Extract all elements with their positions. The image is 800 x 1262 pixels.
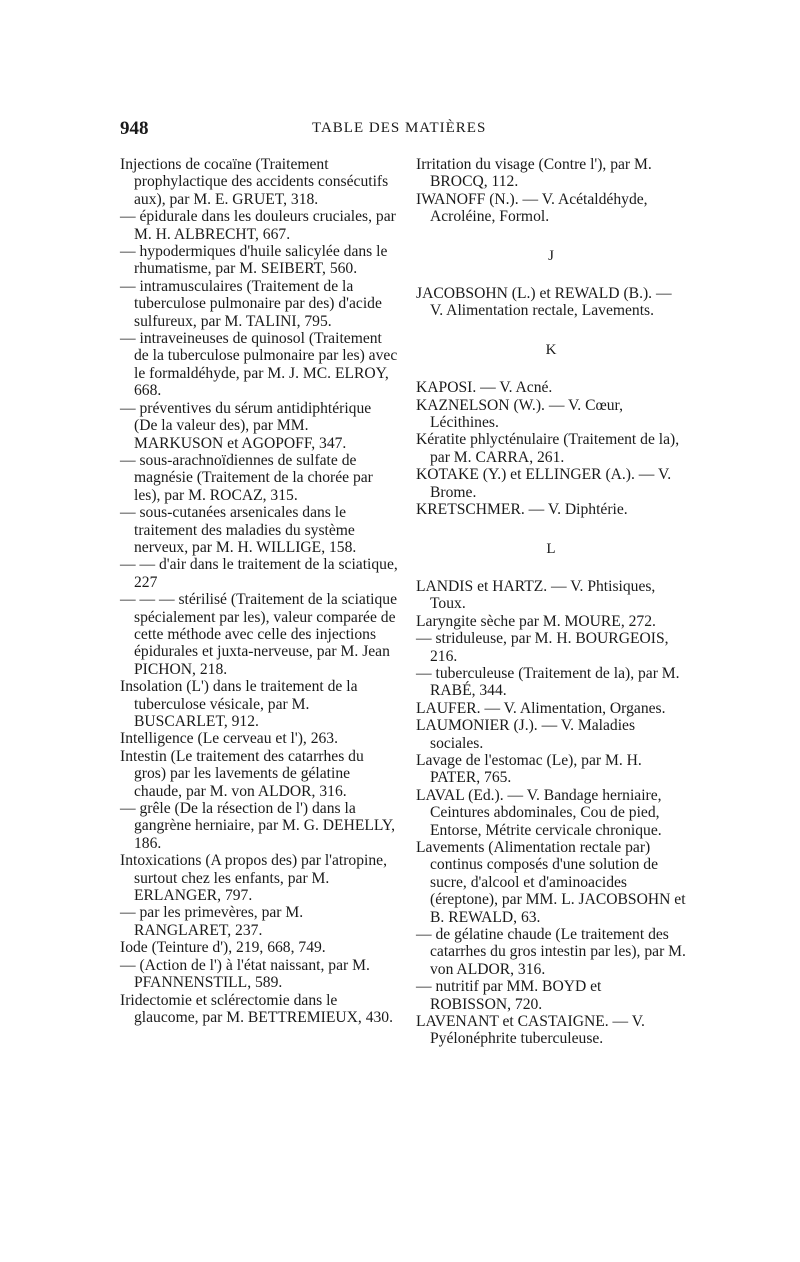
index-entry: LAVENANT et CASTAIGNE. — V. Pyélonéphrite tuberculeuse. (416, 1013, 645, 1048)
index-entry: — hypodermiques d'huile salicylée dans le rhumatisme, par M. SEIBERT, 560. (120, 243, 388, 278)
index-entry: Iridectomie et sclérectomie dans le glaucome, par M. BETTREMIEUX, 430. (120, 991, 393, 1026)
index-entry: — grêle (De la résection de l') dans la gangrène herniaire, par M. G. DEHELLY, 186. (120, 800, 395, 852)
page-number: 948 (120, 118, 149, 139)
index-entry: Lavements (Alimentation rectale par) continus composés d'une solution de sucre, d'alcool et d'aminoacides (éreptone), par MM. L. JACOBSOHN et B. REWALD, 63. (416, 839, 686, 926)
index-entry: — tuberculeuse (Traitement de la), par M. RABÉ, 344. (416, 664, 680, 700)
index-entry: — nutritif par MM. BOYD et ROBISSON, 720. (416, 978, 602, 1013)
index-entry: LAUMONIER (J.). — V. Maladies sociales. (416, 717, 636, 752)
index-entry: KAPOSI. — V. Acné. (416, 379, 553, 397)
index-entry: — — d'air dans le traitement de la sciatique, 227 (120, 556, 398, 591)
left-column (120, 156, 398, 1026)
index-entry: — de gélatine chaude (Le traitement des catarrhes du gros intestin par les), par M. von ALDOR, 316. (416, 926, 686, 978)
index-entry: LANDIS et HARTZ. — V. Phtisiques, Toux. (416, 577, 656, 613)
index-entry: LAUFER. — V. Alimentation, Organes. (416, 699, 666, 717)
section-letter-k: K (545, 341, 557, 358)
index-entry: JACOBSOHN (L.) et REWALD (B.). — V. Alimentation rectale, Lavements. (416, 285, 672, 320)
index-entry: — (Action de l') à l'état naissant, par M. PFANNENSTILL, 589. (120, 956, 370, 992)
index-entry: KOTAKE (Y.) et ELLINGER (A.). — V. Brome. (416, 466, 672, 501)
index-entry: IWANOFF (N.). — V. Acétaldéhyde, Acroléine, Formol. (416, 190, 648, 226)
right-column (416, 156, 686, 1048)
index-entry: KAZNELSON (W.). — V. Cœur, Lécithines. (416, 396, 624, 432)
index-entry: Injections de cocaïne (Traitement prophylactique des accidents consécutifs aux), par M. E. GRUET, 318. (120, 156, 389, 208)
index-entry: Iode (Teinture d'), 219, 668, 749. (120, 939, 326, 957)
index-entry: — — — stérilisé (Traitement de la sciatique spécialement par les), valeur comparée de cette méthode avec celle des injections épidurales et juxta-nerveuse, par M. Jean PICHON, 218. (120, 591, 398, 678)
index-entry: Irritation du visage (Contre l'), par M. BROCQ, 112. (416, 156, 652, 191)
index-entry: Laryngite sèche par M. MOURE, 272. (416, 612, 656, 630)
index-entry: — intraveineuses de quinosol (Traitement de la tuberculose pulmonaire par les) avec le formaldéhyde, par M. J. MC. ELROY, 668. (120, 330, 398, 400)
index-entry: — sous-cutanées arsenicales dans le traitement des maladies du système nerveux, par M. H. WILLIGE, 158. (120, 504, 357, 556)
section-letter-j: J (548, 247, 554, 264)
index-entry: Kératite phlycténulaire (Traitement de la), par M. CARRA, 261. (416, 431, 680, 466)
index-entry: Insolation (L') dans le traitement de la tuberculose vésicale, par M. BUSCARLET, 912. (120, 678, 358, 730)
index-entry: — préventives du sérum antidiphtérique (De la valeur des), par MM. MARKUSON et AGOPOFF, 347. (120, 399, 372, 452)
index-entry: Intestin (Le traitement des catarrhes du gros) par les lavements de gélatine chaude, par M. von ALDOR, 316. (120, 747, 364, 800)
running-header (0, 118, 800, 142)
index-entry: — striduleuse, par M. H. BOURGEOIS, 216. (416, 630, 669, 665)
index-entry: LAVAL (Ed.). — V. Bandage herniaire, Ceintures abdominales, Cou de pied, Entorse, Métrite cervicale chronique. (416, 786, 662, 839)
index-entry: — épidurale dans les douleurs cruciales, par M. H. ALBRECHT, 667. (120, 208, 396, 243)
section-letter-l: L (546, 540, 556, 557)
running-title: TABLE DES MATIÈRES (312, 120, 487, 136)
index-entry: Lavage de l'estomac (Le), par M. H. PATER, 765. (416, 751, 642, 787)
index-entry: — par les primevères, par M. RANGLARET, 237. (120, 904, 304, 939)
index-entry: Intoxications (A propos des) par l'atropine, surtout chez les enfants, par M. ERLANGER, 797. (120, 852, 387, 905)
index-entry: Intelligence (Le cerveau et l'), 263. (120, 730, 338, 748)
index-entry: — intramusculaires (Traitement de la tuberculose pulmonaire par des) d'acide sulfureux, par M. TALINI, 795. (120, 277, 382, 330)
index-entry: KRETSCHMER. — V. Diphtérie. (416, 501, 628, 519)
index-entry: — sous-arachnoïdiennes de sulfate de magnésie (Traitement de la chorée par les), par M. ROCAZ, 315. (120, 451, 373, 504)
